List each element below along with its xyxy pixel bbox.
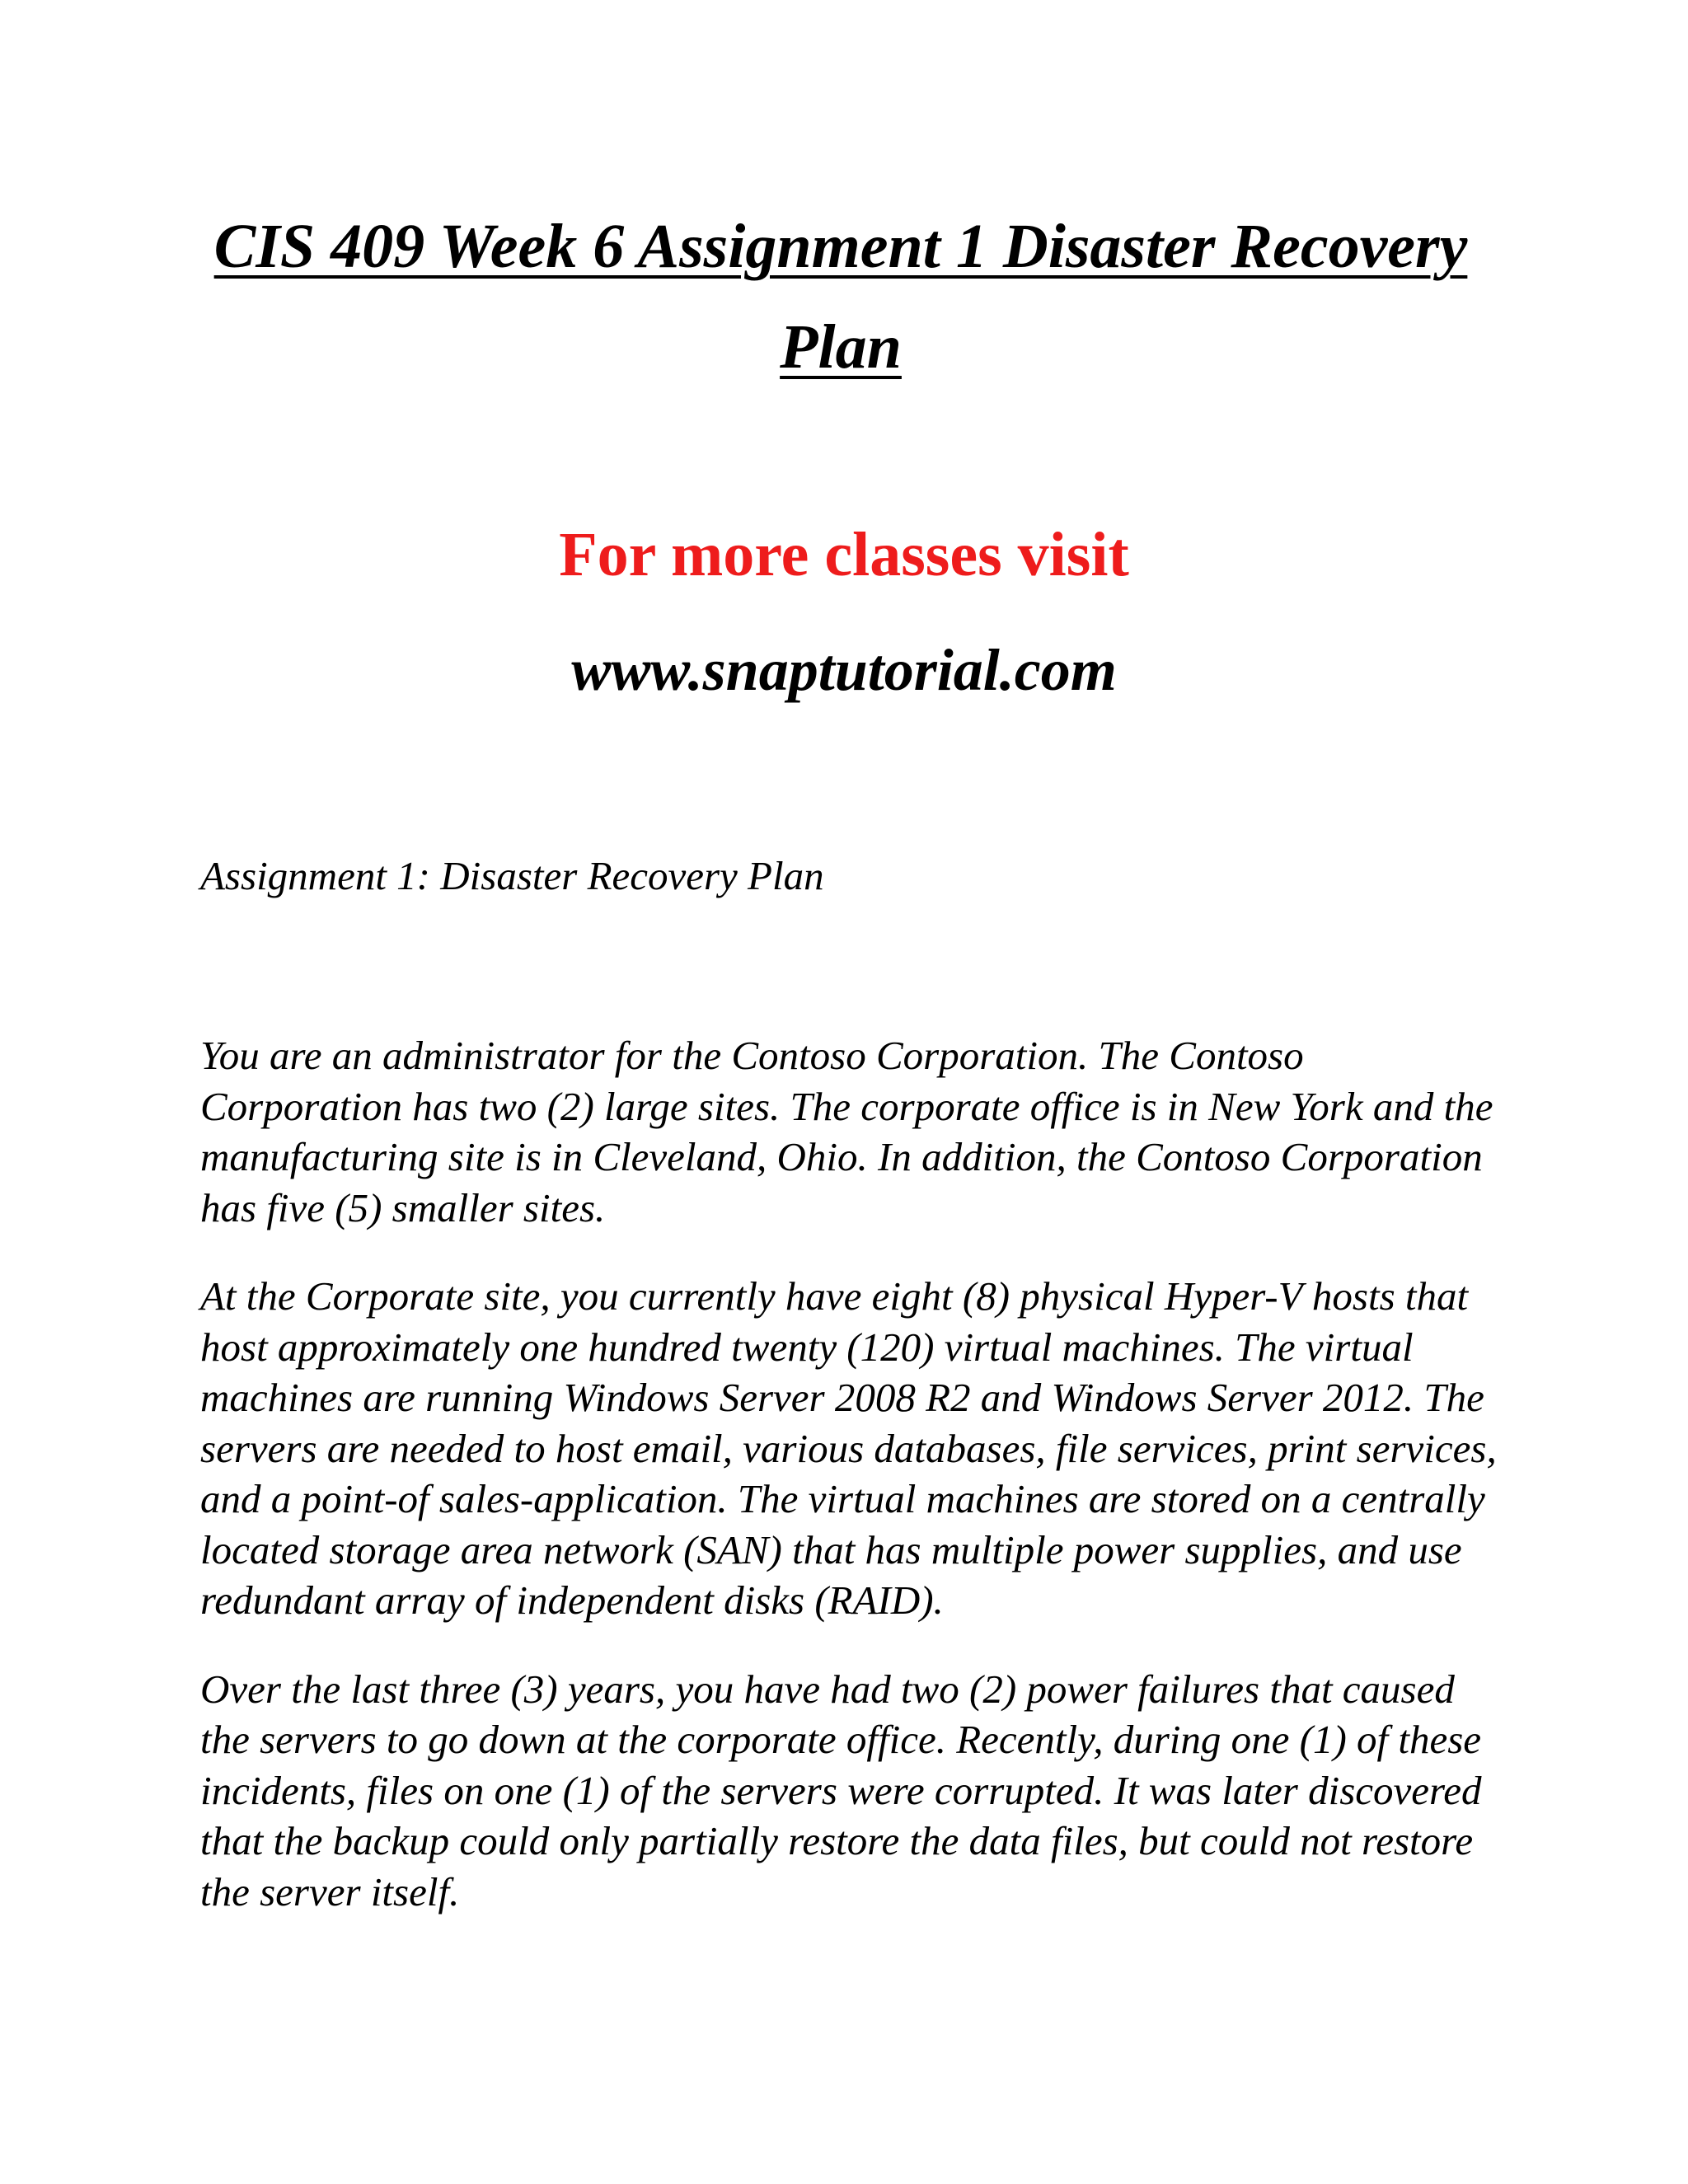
assignment-body <box>200 1030 1503 1955</box>
paragraph-intro: You are an administrator for the Contoso Corporation. The Contoso Corporation has two (2) large sites. The corporate office is in New York and the manufacturing site is in Cleveland, Ohio. In addition, the Contoso Corporation has five (5) smaller sites. <box>200 1033 1493 1230</box>
paragraph-infrastructure: At the Corporate site, you currently have eight (8) physical Hyper-V hosts that host approximately one hundred twenty (120) virtual machines. The virtual machines are running Windows Server 2008 R2 and Windows Server 2012. The servers are needed to host email, various databases, file services, print services, and a point-of sales-application. The virtual machines are stored on a centrally located storage area network (SAN) that has multiple power supplies, and use redundant array of independent disks (RAID). <box>200 1273 1497 1623</box>
promo-url: www.snaptutorial.com <box>571 637 1117 703</box>
paragraph-incidents: Over the last three (3) years, you have had two (2) power failures that caused the servers to go down at the corporate office. Recently, during one (1) of these incidents, files on one (1) of the servers were corrupted. It was later discovered that the backup could only partially restore the data files, but could not restore the server itself. <box>200 1666 1482 1915</box>
promo-line: For more classes visit <box>559 520 1129 589</box>
assignment-subheading: Assignment 1: Disaster Recovery Plan <box>200 853 824 898</box>
document-title: CIS 409 Week 6 Assignment 1 Disaster Recovery Plan <box>213 212 1468 382</box>
